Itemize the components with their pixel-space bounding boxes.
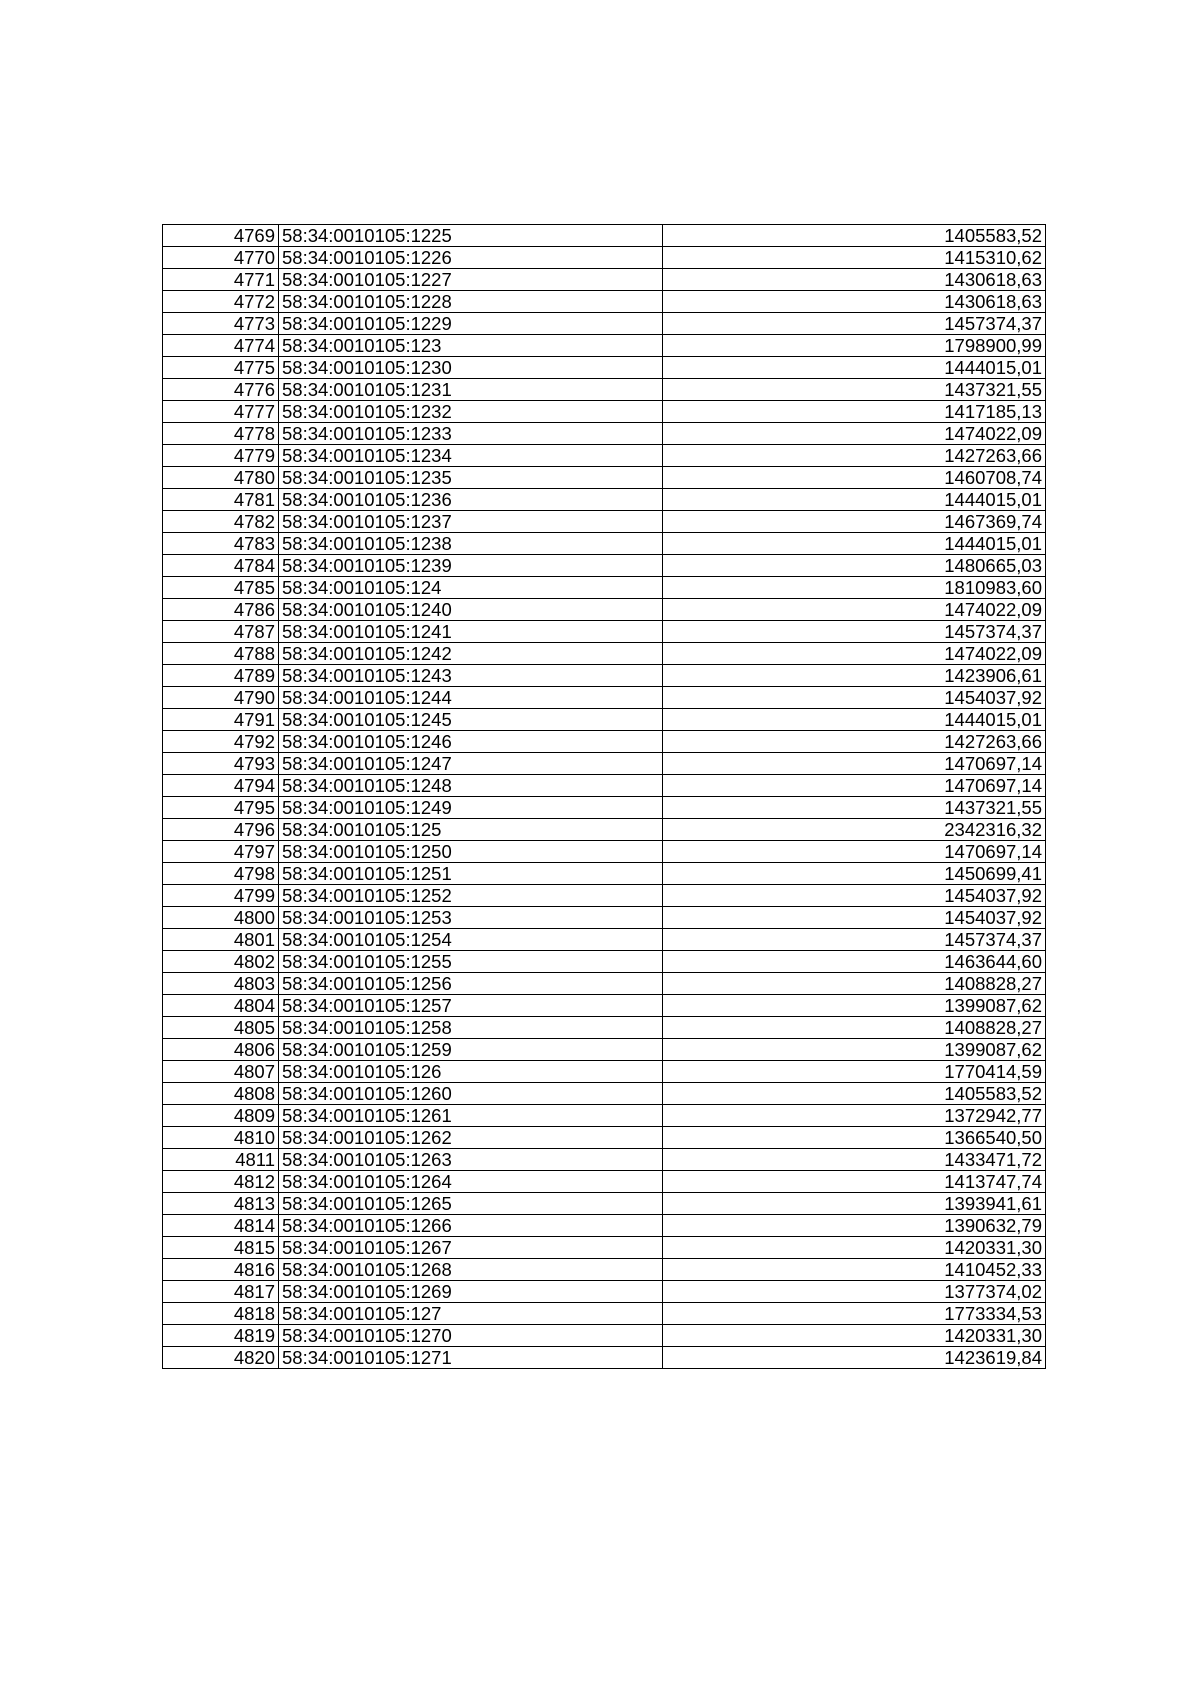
value-cell: 1773334,53 [663,1303,1046,1325]
cadastral-number-cell: 58:34:0010105:1251 [279,863,663,885]
row-number-cell: 4792 [163,731,279,753]
cadastral-number-cell: 58:34:0010105:1268 [279,1259,663,1281]
row-number-cell: 4796 [163,819,279,841]
table-row [163,357,1046,379]
value-cell: 1410452,33 [663,1259,1046,1281]
cadastral-value-table [162,224,1046,1369]
cadastral-number-cell: 58:34:0010105:1253 [279,907,663,929]
cadastral-number-cell: 58:34:0010105:1269 [279,1281,663,1303]
row-number-cell: 4810 [163,1127,279,1149]
value-cell: 1810983,60 [663,577,1046,599]
value-cell: 1437321,55 [663,379,1046,401]
value-cell: 1430618,63 [663,291,1046,313]
cadastral-number-cell: 58:34:0010105:1252 [279,885,663,907]
cadastral-number-cell: 58:34:0010105:1263 [279,1149,663,1171]
table-row [163,709,1046,731]
row-number-cell: 4806 [163,1039,279,1061]
row-number-cell: 4814 [163,1215,279,1237]
value-cell: 1399087,62 [663,1039,1046,1061]
cadastral-number-cell: 58:34:0010105:1247 [279,753,663,775]
cadastral-number-cell: 58:34:0010105:123 [279,335,663,357]
row-number-cell: 4795 [163,797,279,819]
row-number-cell: 4772 [163,291,279,313]
table-row [163,643,1046,665]
table-row [163,511,1046,533]
value-cell: 1423619,84 [663,1347,1046,1369]
value-cell: 1366540,50 [663,1127,1046,1149]
cadastral-number-cell: 58:34:0010105:1241 [279,621,663,643]
value-cell: 1415310,62 [663,247,1046,269]
row-number-cell: 4794 [163,775,279,797]
table-row [163,819,1046,841]
value-cell: 1405583,52 [663,1083,1046,1105]
table-row [163,599,1046,621]
cadastral-number-cell: 58:34:0010105:1262 [279,1127,663,1149]
row-number-cell: 4805 [163,1017,279,1039]
value-cell: 1372942,77 [663,1105,1046,1127]
row-number-cell: 4784 [163,555,279,577]
table-row [163,533,1046,555]
value-cell: 1457374,37 [663,313,1046,335]
cadastral-number-cell: 58:34:0010105:1264 [279,1171,663,1193]
cadastral-number-cell: 58:34:0010105:1243 [279,665,663,687]
row-number-cell: 4786 [163,599,279,621]
cadastral-number-cell: 58:34:0010105:1244 [279,687,663,709]
table-row [163,489,1046,511]
table-row [163,423,1046,445]
table-row [163,1083,1046,1105]
table-row [163,1347,1046,1369]
value-cell: 1413747,74 [663,1171,1046,1193]
row-number-cell: 4815 [163,1237,279,1259]
cadastral-number-cell: 58:34:0010105:1249 [279,797,663,819]
value-cell: 1417185,13 [663,401,1046,423]
table-row [163,929,1046,951]
row-number-cell: 4781 [163,489,279,511]
value-cell: 1433471,72 [663,1149,1046,1171]
row-number-cell: 4791 [163,709,279,731]
table-row [163,863,1046,885]
row-number-cell: 4807 [163,1061,279,1083]
cadastral-number-cell: 58:34:0010105:1255 [279,951,663,973]
table-row [163,555,1046,577]
value-cell: 1430618,63 [663,269,1046,291]
cadastral-number-cell: 58:34:0010105:1254 [279,929,663,951]
table-row [163,687,1046,709]
cadastral-number-cell: 58:34:0010105:1229 [279,313,663,335]
value-cell: 1450699,41 [663,863,1046,885]
value-cell: 1454037,92 [663,885,1046,907]
table-row [163,1303,1046,1325]
cadastral-number-cell: 58:34:0010105:1234 [279,445,663,467]
value-cell: 1467369,74 [663,511,1046,533]
table-row [163,445,1046,467]
value-cell: 1437321,55 [663,797,1046,819]
row-number-cell: 4776 [163,379,279,401]
value-cell: 1420331,30 [663,1325,1046,1347]
cadastral-number-cell: 58:34:0010105:1235 [279,467,663,489]
row-number-cell: 4787 [163,621,279,643]
cadastral-number-cell: 58:34:0010105:1245 [279,709,663,731]
row-number-cell: 4813 [163,1193,279,1215]
value-cell: 1444015,01 [663,357,1046,379]
table-row [163,291,1046,313]
row-number-cell: 4788 [163,643,279,665]
value-cell: 1463644,60 [663,951,1046,973]
value-cell: 1480665,03 [663,555,1046,577]
value-cell: 1408828,27 [663,973,1046,995]
row-number-cell: 4783 [163,533,279,555]
table-row [163,1259,1046,1281]
table-row [163,753,1046,775]
value-cell: 1423906,61 [663,665,1046,687]
row-number-cell: 4801 [163,929,279,951]
row-number-cell: 4816 [163,1259,279,1281]
value-cell: 1460708,74 [663,467,1046,489]
cadastral-number-cell: 58:34:0010105:1226 [279,247,663,269]
row-number-cell: 4809 [163,1105,279,1127]
table-row [163,731,1046,753]
table-row [163,1039,1046,1061]
row-number-cell: 4803 [163,973,279,995]
row-number-cell: 4771 [163,269,279,291]
table-row [163,1127,1046,1149]
row-number-cell: 4782 [163,511,279,533]
row-number-cell: 4797 [163,841,279,863]
row-number-cell: 4808 [163,1083,279,1105]
table-row [163,1281,1046,1303]
cadastral-number-cell: 58:34:0010105:1270 [279,1325,663,1347]
cadastral-number-cell: 58:34:0010105:1271 [279,1347,663,1369]
row-number-cell: 4777 [163,401,279,423]
table-row [163,1193,1046,1215]
row-number-cell: 4778 [163,423,279,445]
table-row [163,335,1046,357]
cadastral-number-cell: 58:34:0010105:127 [279,1303,663,1325]
value-cell: 1474022,09 [663,599,1046,621]
table-row [163,665,1046,687]
value-cell: 1474022,09 [663,643,1046,665]
table-row [163,401,1046,423]
row-number-cell: 4779 [163,445,279,467]
table-row [163,247,1046,269]
row-number-cell: 4773 [163,313,279,335]
row-number-cell: 4799 [163,885,279,907]
table-row [163,621,1046,643]
row-number-cell: 4790 [163,687,279,709]
table-body [163,225,1046,1369]
cadastral-number-cell: 58:34:0010105:125 [279,819,663,841]
row-number-cell: 4820 [163,1347,279,1369]
cadastral-number-cell: 58:34:0010105:124 [279,577,663,599]
value-cell: 1393941,61 [663,1193,1046,1215]
value-cell: 2342316,32 [663,819,1046,841]
table-row [163,577,1046,599]
table-row [163,1149,1046,1171]
row-number-cell: 4769 [163,225,279,247]
table-row [163,1237,1046,1259]
cadastral-number-cell: 58:34:0010105:1233 [279,423,663,445]
value-cell: 1454037,92 [663,687,1046,709]
table-row [163,973,1046,995]
value-cell: 1390632,79 [663,1215,1046,1237]
table-row [163,1171,1046,1193]
value-cell: 1420331,30 [663,1237,1046,1259]
value-cell: 1399087,62 [663,995,1046,1017]
value-cell: 1444015,01 [663,709,1046,731]
table-row [163,1325,1046,1347]
row-number-cell: 4817 [163,1281,279,1303]
row-number-cell: 4774 [163,335,279,357]
cadastral-number-cell: 58:34:0010105:1260 [279,1083,663,1105]
row-number-cell: 4819 [163,1325,279,1347]
row-number-cell: 4812 [163,1171,279,1193]
table-row [163,1215,1046,1237]
table-row [163,1061,1046,1083]
row-number-cell: 4793 [163,753,279,775]
cadastral-number-cell: 58:34:0010105:1258 [279,1017,663,1039]
value-cell: 1474022,09 [663,423,1046,445]
cadastral-number-cell: 58:34:0010105:1266 [279,1215,663,1237]
row-number-cell: 4770 [163,247,279,269]
value-cell: 1444015,01 [663,533,1046,555]
row-number-cell: 4789 [163,665,279,687]
value-cell: 1408828,27 [663,1017,1046,1039]
cadastral-number-cell: 58:34:0010105:1231 [279,379,663,401]
cadastral-number-cell: 58:34:0010105:1237 [279,511,663,533]
row-number-cell: 4811 [163,1149,279,1171]
table-row [163,907,1046,929]
row-number-cell: 4775 [163,357,279,379]
cadastral-number-cell: 58:34:0010105:1242 [279,643,663,665]
table-row [163,225,1046,247]
table-row [163,885,1046,907]
cadastral-number-cell: 58:34:0010105:1225 [279,225,663,247]
cadastral-number-cell: 58:34:0010105:1232 [279,401,663,423]
cadastral-number-cell: 58:34:0010105:1257 [279,995,663,1017]
cadastral-number-cell: 58:34:0010105:1246 [279,731,663,753]
cadastral-number-cell: 58:34:0010105:1259 [279,1039,663,1061]
value-cell: 1405583,52 [663,225,1046,247]
table-row [163,775,1046,797]
value-cell: 1470697,14 [663,753,1046,775]
value-cell: 1457374,37 [663,621,1046,643]
value-cell: 1470697,14 [663,775,1046,797]
cadastral-number-cell: 58:34:0010105:1261 [279,1105,663,1127]
table-row [163,467,1046,489]
cadastral-number-cell: 58:34:0010105:1256 [279,973,663,995]
value-cell: 1444015,01 [663,489,1046,511]
row-number-cell: 4802 [163,951,279,973]
table-row [163,841,1046,863]
cadastral-number-cell: 58:34:0010105:1267 [279,1237,663,1259]
value-cell: 1377374,02 [663,1281,1046,1303]
value-cell: 1427263,66 [663,731,1046,753]
cadastral-number-cell: 58:34:0010105:1228 [279,291,663,313]
cadastral-number-cell: 58:34:0010105:1230 [279,357,663,379]
cadastral-number-cell: 58:34:0010105:1238 [279,533,663,555]
row-number-cell: 4785 [163,577,279,599]
row-number-cell: 4818 [163,1303,279,1325]
cadastral-number-cell: 58:34:0010105:1265 [279,1193,663,1215]
table-row [163,1017,1046,1039]
row-number-cell: 4800 [163,907,279,929]
cadastral-number-cell: 58:34:0010105:126 [279,1061,663,1083]
table-row [163,797,1046,819]
table-row [163,951,1046,973]
cadastral-number-cell: 58:34:0010105:1250 [279,841,663,863]
row-number-cell: 4780 [163,467,279,489]
cadastral-number-cell: 58:34:0010105:1227 [279,269,663,291]
value-cell: 1454037,92 [663,907,1046,929]
table-row [163,379,1046,401]
value-cell: 1427263,66 [663,445,1046,467]
value-cell: 1470697,14 [663,841,1046,863]
value-cell: 1798900,99 [663,335,1046,357]
cadastral-number-cell: 58:34:0010105:1236 [279,489,663,511]
row-number-cell: 4798 [163,863,279,885]
cadastral-number-cell: 58:34:0010105:1239 [279,555,663,577]
table-row [163,1105,1046,1127]
table-row [163,995,1046,1017]
value-cell: 1770414,59 [663,1061,1046,1083]
value-cell: 1457374,37 [663,929,1046,951]
row-number-cell: 4804 [163,995,279,1017]
table-row [163,269,1046,291]
cadastral-number-cell: 58:34:0010105:1240 [279,599,663,621]
cadastral-number-cell: 58:34:0010105:1248 [279,775,663,797]
table-row [163,313,1046,335]
